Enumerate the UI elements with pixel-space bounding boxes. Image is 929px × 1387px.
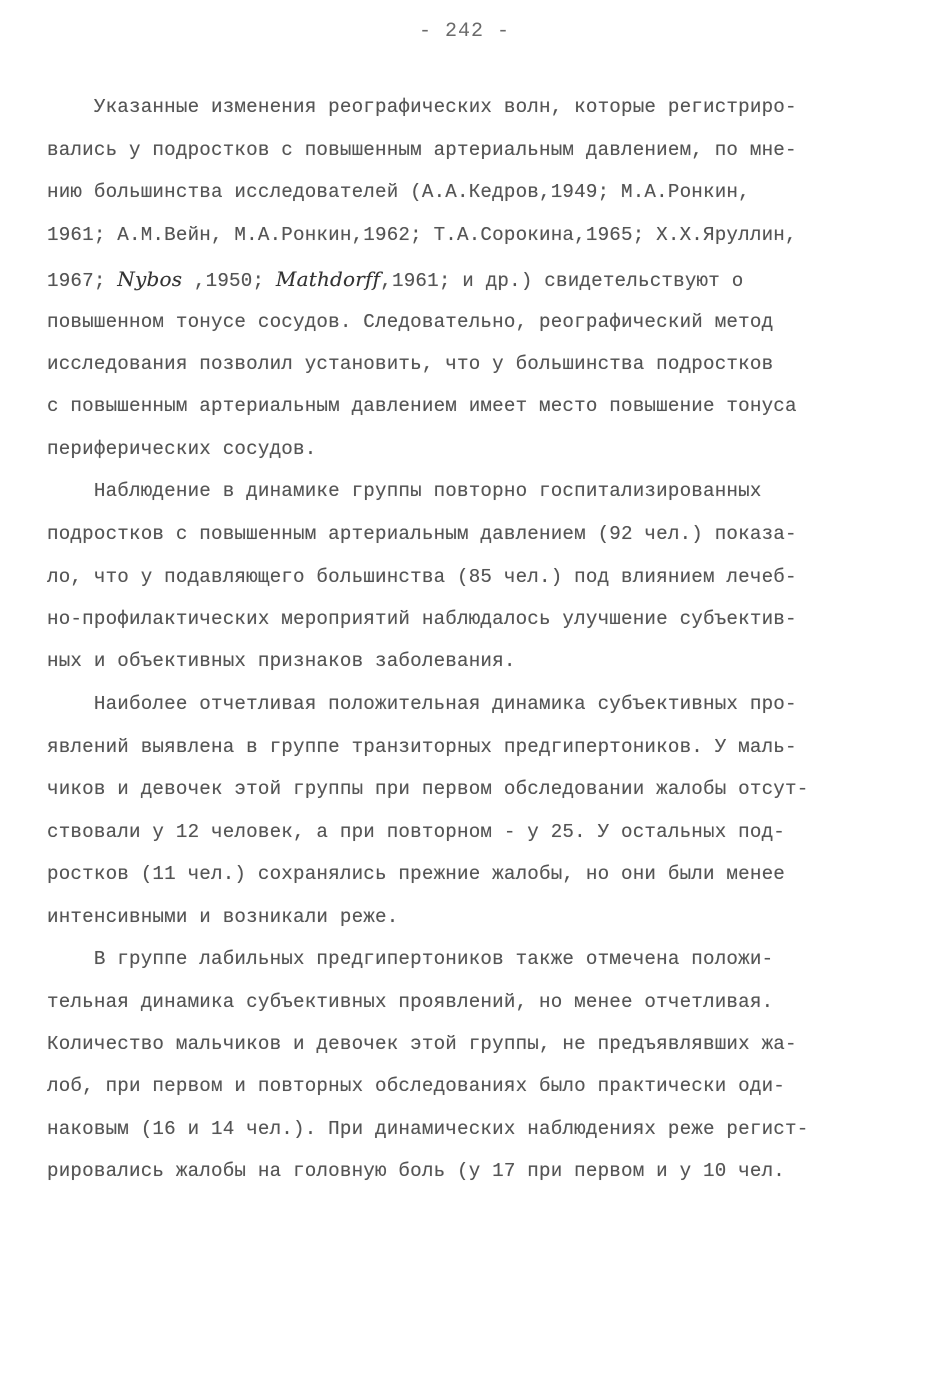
text-line: 1961; А.М.Вейн, М.А.Ронкин,1962; Т.А.Сорокина,1965; Х.Х.Яруллин, [47, 224, 797, 246]
text-line: но-профилактических мероприятий наблюдалось улучшение субъектив- [47, 608, 797, 630]
text-line: явлений выявлена в группе транзиторных предгипертоников. У маль- [47, 736, 797, 758]
text-line: ных и объективных признаков заболевания. [47, 650, 516, 672]
line-text: ,1950; [182, 270, 276, 292]
text-line: интенсивными и возникали реже. [47, 906, 399, 928]
text-line: вались у подростков с повышенным артериальным давлением, по мне- [47, 139, 797, 161]
text-line: подростков с повышенным артериальным давлением (92 чел.) показа- [47, 523, 797, 545]
text-line: Наблюдение в динамике группы повторно госпитализированных [47, 480, 762, 502]
text-line: ло, что у подавляющего большинства (85 чел.) под влиянием лечеб- [47, 566, 797, 588]
line-text: 1967; [47, 270, 118, 292]
handwritten-name: Mathdorff [275, 267, 381, 291]
text-line: тельная динамика субъективных проявлений, но менее отчетливая. [47, 991, 774, 1013]
text-line: Наиболее отчетливая положительная динамика субъективных про- [47, 693, 797, 715]
text-line: ствовали у 12 человек, а при повторном - у 25. У остальных под- [47, 821, 786, 843]
text-line-with-handwriting [47, 267, 743, 292]
text-line: нию большинства исследователей (А.А.Кедров,1949; М.А.Ронкин, [47, 181, 750, 203]
text-line: наковым (16 и 14 чел.). При динамических наблюдениях реже регист- [47, 1118, 809, 1140]
text-line: чиков и девочек этой группы при первом обследовании жалобы отсут- [47, 778, 809, 800]
text-line: Указанные изменения реографических волн, которые регистриро- [47, 96, 797, 118]
text-line: рировались жалобы на головную боль (у 17 при первом и у 10 чел. [47, 1160, 786, 1182]
text-line: периферических сосудов. [47, 438, 317, 460]
text-line: с повышенным артериальным давлением имеет место повышение тонуса [47, 395, 797, 417]
handwritten-name: Nybos [117, 267, 183, 291]
text-line: повышенном тонусе сосудов. Следовательно, реографический метод [47, 311, 774, 333]
text-line: Количество мальчиков и девочек этой группы, не предъявлявших жа- [47, 1033, 797, 1055]
text-line: В группе лабильных предгипертоников также отмечена положи- [47, 948, 774, 970]
text-line: исследования позволил установить, что у большинства подростков [47, 353, 774, 375]
text-line: лоб, при первом и повторных обследованиях было практически оди- [47, 1075, 786, 1097]
line-text: ,1961; и др.) свидетельствуют о [380, 270, 744, 292]
text-line: ростков (11 чел.) сохранялись прежние жалобы, но они были менее [47, 863, 786, 885]
page-number: - 242 - [418, 20, 510, 43]
